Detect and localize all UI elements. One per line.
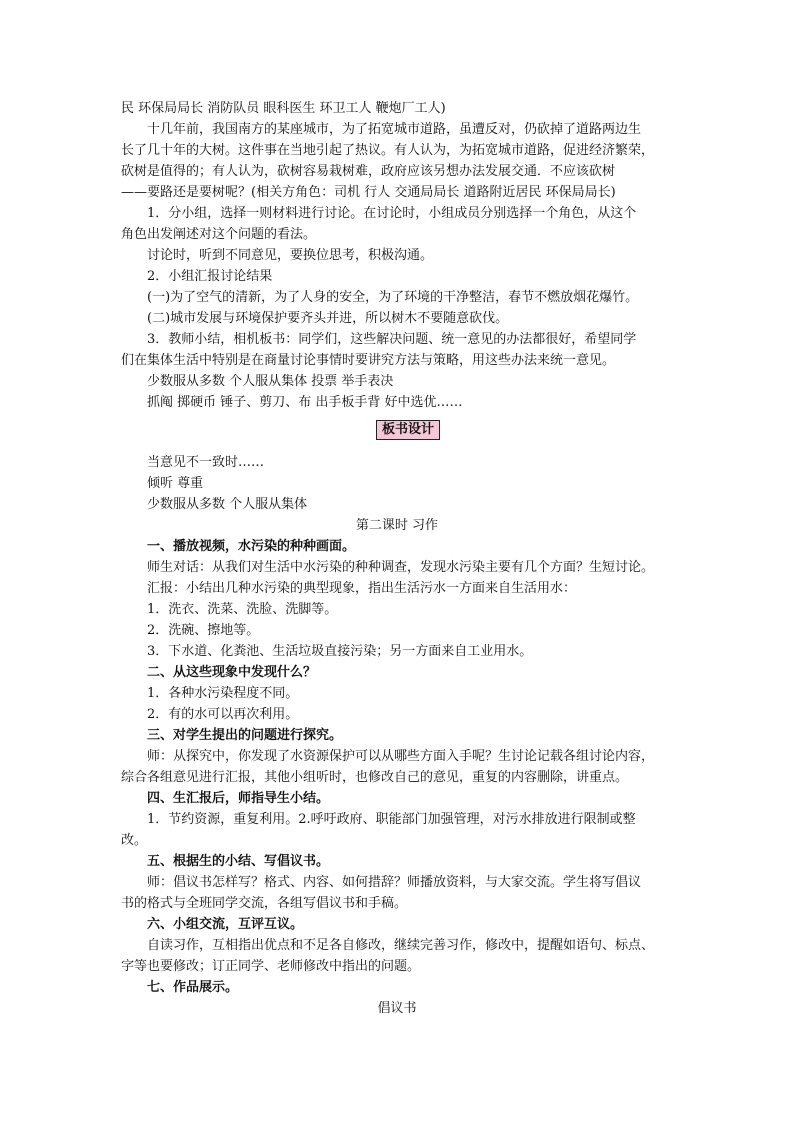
text-line: 长了几十年的大树。这件事在当地引起了热议。有人认为，为拓宽城市道路，促进经济繁荣， — [121, 143, 655, 158]
text-line: 汇报：小结出几种水污染的典型现象，指出生活污水一方面来自生活用水： — [147, 581, 577, 596]
text-line: 当意见不一致时…… — [147, 455, 265, 470]
text-line: 角色出发阐述对这个问题的看法。 — [121, 227, 317, 242]
text-line: 民 环保局局长 消防队员 眼科医生 环卫工人 鞭炮厂工人) — [121, 101, 446, 116]
section-heading: 七、作品展示。 — [147, 980, 239, 995]
text-line: 3．下水道、化粪池、生活垃圾直接污染；另一方面来自工业用水。 — [147, 644, 533, 659]
text-line: 十几年前，我国南方的某座城市，为了拓宽城市道路，虽遭反对，仍砍掉了道路两边生 — [147, 122, 642, 137]
text-line: 字等也要修改；订正同学、老师修改中指出的问题。 — [121, 959, 421, 974]
section-heading: 二、从这些现象中发现什么？ — [147, 665, 317, 680]
text-line: 1．节约资源，重复利用。2.呼吁政府、职能部门加强管理，对污水排放进行限制或整 — [147, 812, 636, 827]
text-line: 1．各种水污染程度不同。 — [147, 686, 299, 701]
text-line: 2．洗碗、擦地等。 — [147, 623, 260, 638]
text-line: 1．分小组，选择一则材料进行讨论。在讨论时，小组成员分别选择一个角色，从这个 — [147, 206, 637, 221]
text-line: 自读习作，互相指出优点和不足各自修改，继续完善习作，修改中，提醒如语句、标点、 — [147, 938, 655, 953]
text-line: (二)城市发展与环境保护要齐头并进，所以树木不要随意砍伐。 — [147, 311, 509, 326]
text-line: 倾听 尊重 — [147, 476, 204, 491]
text-line: 综合各组意见进行汇报，其他小组听时，也修改自己的意见，重复的内容删除，讲重点。 — [121, 770, 629, 785]
section-heading: 一、播放视频，水污染的种种画面。 — [147, 539, 356, 554]
text-line: 3．教师小结，相机板书：同学们，这些解决问题、统一意见的办法都很好，希望同学 — [147, 332, 637, 347]
section-title: 第二课时 习作 — [355, 518, 439, 533]
text-line: 抓阄 掷硬币 锤子、剪刀、布 出手板手背 好中选优…… — [147, 395, 463, 410]
text-line: 少数服从多数 个人服从集体 投票 举手表决 — [147, 374, 394, 389]
text-line: 2．小组汇报讨论结果 — [147, 269, 273, 284]
text-line: 师生对话：从我们对生活中水污染的种种调查，发现水污染主要有几个方面？生短讨论。 — [147, 560, 655, 575]
section-heading: 三、对学生提出的问题进行探究。 — [147, 728, 343, 743]
text-line: 砍树是值得的；有人认为，砍树容易栽树难，政府应该另想办法发展交通．不应该砍树 — [121, 164, 616, 179]
text-line: 们在集体生活中特别是在商量讨论事情时要讲究方法与策略，用这些办法来统一意见。 — [121, 353, 616, 368]
section-heading: 四、生汇报后，师指导生小结。 — [147, 791, 330, 806]
text-line: (一)为了空气的清新，为了人身的安全，为了环境的干净整洁，春节不燃放烟花爆竹。 — [147, 290, 639, 305]
section-heading: 六、小组交流，互评互议。 — [147, 917, 304, 932]
text-line: 改。 — [121, 833, 148, 848]
text-line: 师：从探究中，你发现了水资源保护可以从哪些方面入手呢？生讨论记载各组讨论内容， — [147, 749, 655, 764]
proposal-title: 倡议书 — [377, 1001, 417, 1016]
text-line: 讨论时，听到不同意见，要换位思考，积极沟通。 — [147, 248, 434, 263]
section-heading: 五、根据生的小结、写倡议书。 — [147, 854, 330, 869]
text-line: 师：倡议书怎样写？格式、内容、如何措辞？师播放资料，与大家交流。学生将写倡议 — [147, 875, 642, 890]
text-line: 2．有的水可以再次利用。 — [147, 707, 299, 722]
board-design-heading: 板书设计 — [376, 420, 440, 440]
text-line: 少数服从多数 个人服从集体 — [147, 497, 308, 512]
text-line: ——要路还是要树呢？(相关方角色：司机 行人 交通局局长 道路附近居民 环保局局长) — [121, 185, 616, 200]
text-line: 1．洗衣、洗菜、洗脸、洗脚等。 — [147, 602, 338, 617]
text-line: 书的格式与全班同学交流，各组写倡议书和手稿。 — [121, 896, 408, 911]
